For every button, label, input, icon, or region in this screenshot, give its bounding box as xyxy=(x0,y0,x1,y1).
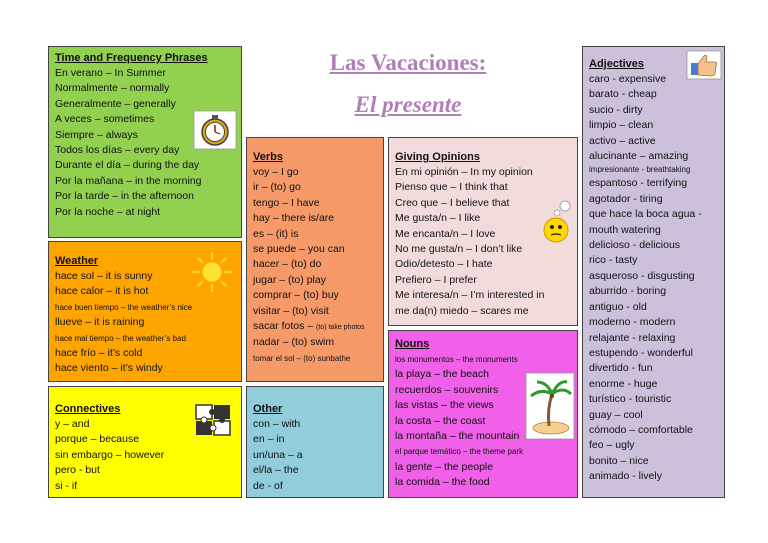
list-item: la montaña – the mountain xyxy=(395,430,520,443)
other-panel xyxy=(246,386,384,498)
list-item: un/una – a xyxy=(253,448,303,461)
time-frequency-heading: Time and Frequency Phrases xyxy=(55,52,208,64)
list-item: divertido - fun xyxy=(589,362,653,375)
list-item: estupendo - wonderful xyxy=(589,346,693,359)
list-item: enorme - huge xyxy=(589,377,658,390)
list-item: tengo – I have xyxy=(253,196,320,209)
list-item: hace sol – it is sunny xyxy=(55,270,153,282)
list-item: y – and xyxy=(55,418,90,430)
giving-opinions-heading: Giving Opinions xyxy=(395,151,480,163)
list-item: de - of xyxy=(253,479,283,492)
list-item: porque – because xyxy=(55,433,140,446)
list-item xyxy=(253,319,377,335)
list-item: pero - but xyxy=(55,464,100,477)
list-item: hace frío – it’s cold xyxy=(55,347,143,360)
list-item: hace viento – it’s windy xyxy=(55,362,163,375)
list-item: sucio - dirty xyxy=(589,103,643,116)
list-item: hacer – (to) do xyxy=(253,258,322,271)
list-item: se puede – you can xyxy=(253,243,345,256)
page-title: Las Vacaciones: xyxy=(329,50,487,75)
list-item: A veces – sometimes xyxy=(55,113,155,126)
list-item: sin embargo – however xyxy=(55,448,165,461)
list-item: Siempre – always xyxy=(55,128,138,141)
list-item: moderno - modern xyxy=(589,316,676,329)
list-item: nadar – (to) swim xyxy=(253,336,335,349)
list-item: asqueroso - disgusting xyxy=(589,269,695,282)
list-item: voy – I go xyxy=(253,166,299,178)
list-item: espantoso - terrifying xyxy=(589,177,688,190)
list-item: animado - lively xyxy=(589,470,662,483)
list-item: bonito – nice xyxy=(589,454,649,467)
list-item: si - if xyxy=(55,479,78,492)
list-item: alucinante – amazing xyxy=(589,150,689,163)
list-item: aburrido - boring xyxy=(589,285,667,298)
list-item: Creo que – I believe that xyxy=(395,196,510,209)
list-item: comprar – (to) buy xyxy=(253,289,339,302)
list-item: relajante - relaxing xyxy=(589,331,676,344)
list-item: barato - cheap xyxy=(589,88,657,101)
list-item: No me gusta/n – I don’t like xyxy=(395,243,523,256)
list-item: que hace la boca agua - xyxy=(589,208,702,221)
list-item: la costa – the coast xyxy=(395,414,486,427)
stopwatch-icon xyxy=(193,110,237,150)
list-item: impresionante - breathtaking xyxy=(589,165,691,175)
list-item: hay – there is/are xyxy=(253,212,335,225)
list-item: Por la noche – at night xyxy=(55,205,161,218)
list-item: caro - expensive xyxy=(589,73,667,85)
list-item: la gente – the people xyxy=(395,460,494,473)
list-item: mouth watering xyxy=(589,223,661,236)
list-item: guay – cool xyxy=(589,408,643,421)
list-item: las vistas – the views xyxy=(395,399,494,412)
list-item: Me encanta/n – I love xyxy=(395,227,496,240)
verbs-heading: Verbs xyxy=(253,151,283,163)
list-item: hace buen tiempo – the weather’s nice xyxy=(55,302,193,312)
palm-island-icon xyxy=(525,372,575,440)
list-item: la playa – the beach xyxy=(395,368,489,381)
list-item: Por la mañana – in the morning xyxy=(55,174,202,187)
list-item: llueve – it is raining xyxy=(55,316,145,329)
list-item: Me gusta/n – I like xyxy=(395,212,481,225)
list-item: Me interesa/n – I’m interested in xyxy=(395,289,545,302)
puzzle-icon xyxy=(193,402,235,440)
weather-heading: Weather xyxy=(55,255,99,267)
nouns-heading: Nouns xyxy=(395,338,430,350)
list-item: hace calor – it is hot xyxy=(55,285,149,298)
list-item: Durante el día – during the day xyxy=(55,159,200,172)
sacar-fotos-text: sacar fotos – xyxy=(253,320,317,333)
list-item: feo – ugly xyxy=(589,439,635,452)
list-item: el parque temático – the theme park xyxy=(395,447,524,457)
list-item: Prefiero – I prefer xyxy=(395,273,477,286)
list-item: visitar – (to) visit xyxy=(253,304,329,317)
list-item: delicioso - delicious xyxy=(589,239,681,252)
adjectives-heading: Adjectives xyxy=(589,58,645,70)
sun-icon xyxy=(190,250,234,294)
list-item: el/la – the xyxy=(253,464,299,477)
list-item: limpio – clean xyxy=(589,119,654,132)
list-item: tomar el sol – (to) sunbathe xyxy=(253,353,351,363)
list-item: hace mal tiempo – the weather’s bad xyxy=(55,333,186,343)
list-item: turístico - touristic xyxy=(589,393,672,406)
thumbs-up-icon xyxy=(686,50,722,80)
list-item: Por la tarde – in the afternoon xyxy=(55,190,194,203)
list-item: Odio/detesto – I hate xyxy=(395,258,493,271)
list-item: rico - tasty xyxy=(589,254,638,267)
list-item: agotador - tiring xyxy=(589,192,663,205)
list-item: la comida – the food xyxy=(395,476,490,489)
sacar-fotos-translation: (to) take photos xyxy=(316,324,365,332)
page-subtitle: El presente xyxy=(354,92,462,117)
list-item: En verano – In Summer xyxy=(55,67,166,79)
list-item: es – (it) is xyxy=(253,227,299,240)
list-item: con – with xyxy=(253,418,301,430)
list-item: me da(n) miedo – scares me xyxy=(395,304,529,317)
other-heading: Other xyxy=(253,403,283,415)
list-item: Todos los días – every day xyxy=(55,144,180,157)
list-item: Generalmente – generally xyxy=(55,97,176,110)
verbs-panel xyxy=(246,137,384,382)
list-item: En mi opinión – In my opinion xyxy=(395,166,533,178)
list-item: los monumentos – the monuments xyxy=(395,355,518,364)
list-item: antiguo - old xyxy=(589,300,647,313)
list-item: Pienso que – I think that xyxy=(395,181,508,194)
list-item: jugar – (to) play xyxy=(253,273,326,286)
list-item: Normalmente – normally xyxy=(55,82,170,95)
list-item: activo – active xyxy=(589,134,656,147)
list-item: recuerdos – souvenirs xyxy=(395,383,499,396)
list-item: en – in xyxy=(253,433,285,446)
thinking-face-icon xyxy=(540,200,576,244)
connectives-heading: Connectives xyxy=(55,403,121,415)
list-item: cómodo – comfortable xyxy=(589,423,693,436)
list-item: ir – (to) go xyxy=(253,181,301,194)
adjectives-panel xyxy=(582,46,725,498)
